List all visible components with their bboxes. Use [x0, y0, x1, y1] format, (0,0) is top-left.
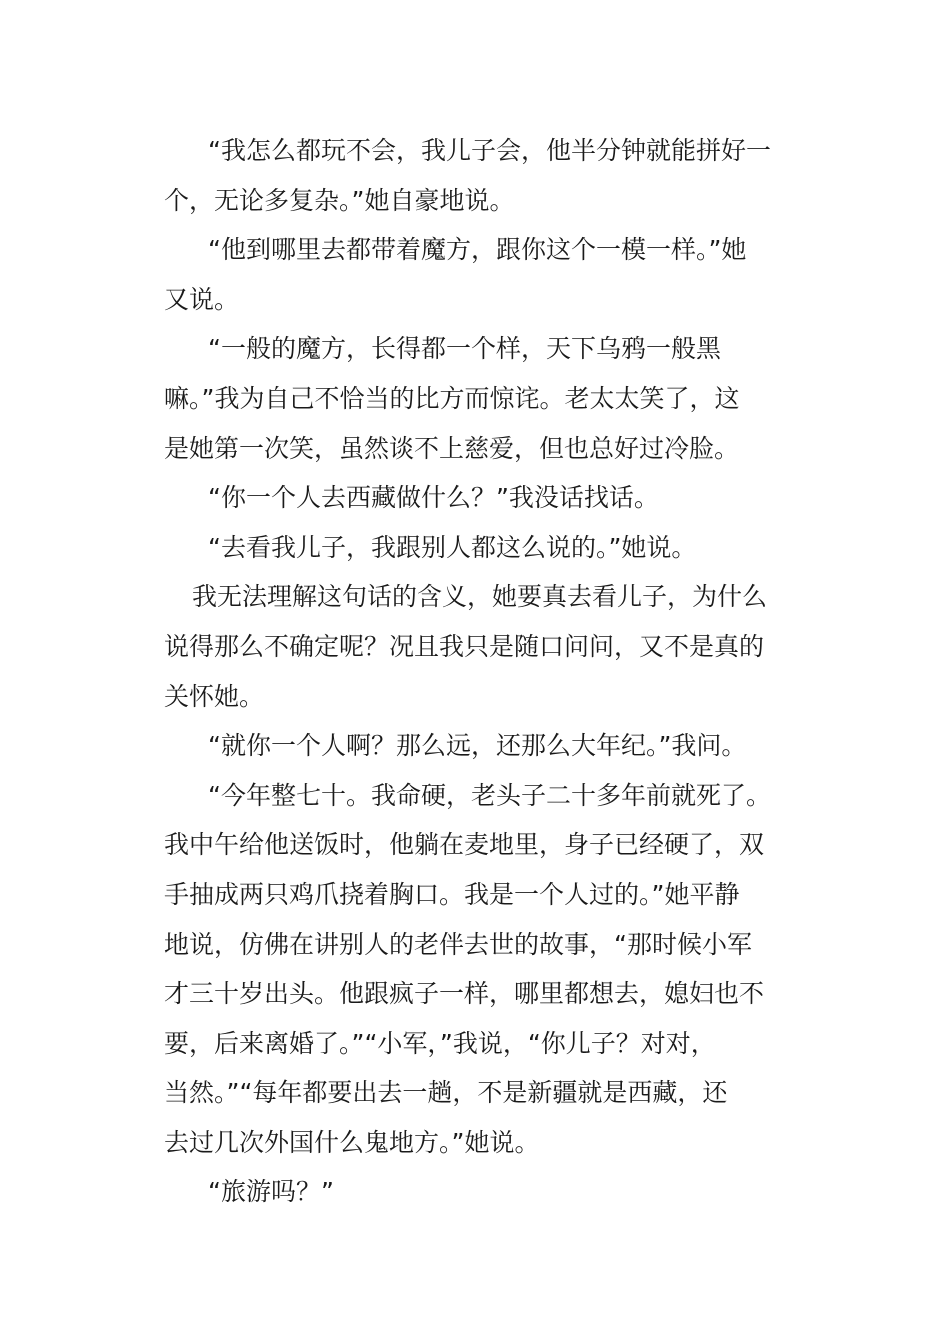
paragraph-6 — [164, 572, 786, 721]
text-line: 关怀她。 — [164, 681, 265, 711]
text-line: 去过几次外国什么鬼地方。”她说。 — [164, 1127, 540, 1157]
paragraph-5 — [164, 523, 786, 573]
text-line: “你一个人去西藏做什么？”我没话找话。 — [208, 483, 659, 513]
text-line: 说得那么不确定呢？况且我只是随口问问，又不是真的 — [164, 631, 765, 661]
text-line: 才三十岁出头。他跟疯子一样，哪里都想去，媳妇也不 — [164, 979, 765, 1009]
text-line: “就你一个人啊？那么远，还那么大年纪。”我问。 — [208, 731, 747, 761]
text-line: “去看我儿子，我跟别人都这么说的。”她说。 — [208, 532, 697, 562]
paragraph-9 — [164, 1167, 786, 1217]
text-line: 当然。”“每年都要出去一趟，不是新疆就是西藏，还 — [164, 1078, 728, 1108]
text-line: “旅游吗？” — [208, 1177, 334, 1207]
text-line: 地说，仿佛在讲别人的老伴去世的故事，“那时候小军 — [164, 929, 752, 959]
paragraph-7 — [164, 721, 786, 771]
text-line: 又说。 — [164, 284, 240, 314]
paragraph-2 — [164, 225, 786, 324]
document-body — [164, 126, 786, 1217]
text-line: “一般的魔方，长得都一个样，天下乌鸦一般黑 — [208, 334, 721, 364]
paragraph-3 — [164, 324, 786, 473]
text-line: 我无法理解这句话的含义，她要真去看儿子，为什么 — [192, 582, 768, 612]
text-line: “他到哪里去都带着魔方，跟你这个一模一样。”她 — [208, 235, 747, 265]
text-line: 要，后来离婚了。”“小军，”我说，“你儿子？对对， — [164, 1028, 716, 1058]
paragraph-1 — [164, 126, 786, 225]
text-line: 手抽成两只鸡爪挠着胸口。我是一个人过的。”她平静 — [164, 879, 740, 909]
text-line: 个，无论多复杂。”她自豪地说。 — [164, 185, 515, 215]
paragraph-8 — [164, 771, 786, 1168]
paragraph-4 — [164, 473, 786, 523]
text-line: 嘛。”我为自己不恰当的比方而惊诧。老太太笑了，这 — [164, 383, 740, 413]
text-line: “今年整七十。我命硬，老头子二十多年前就死了。 — [208, 780, 771, 810]
text-line: 我中午给他送饭时，他躺在麦地里，身子已经硬了，双 — [164, 830, 765, 860]
text-line: “我怎么都玩不会，我儿子会，他半分钟就能拼好一 — [208, 136, 771, 165]
text-line: 是她第一次笑，虽然谈不上慈爱，但也总好过冷脸。 — [164, 433, 740, 463]
